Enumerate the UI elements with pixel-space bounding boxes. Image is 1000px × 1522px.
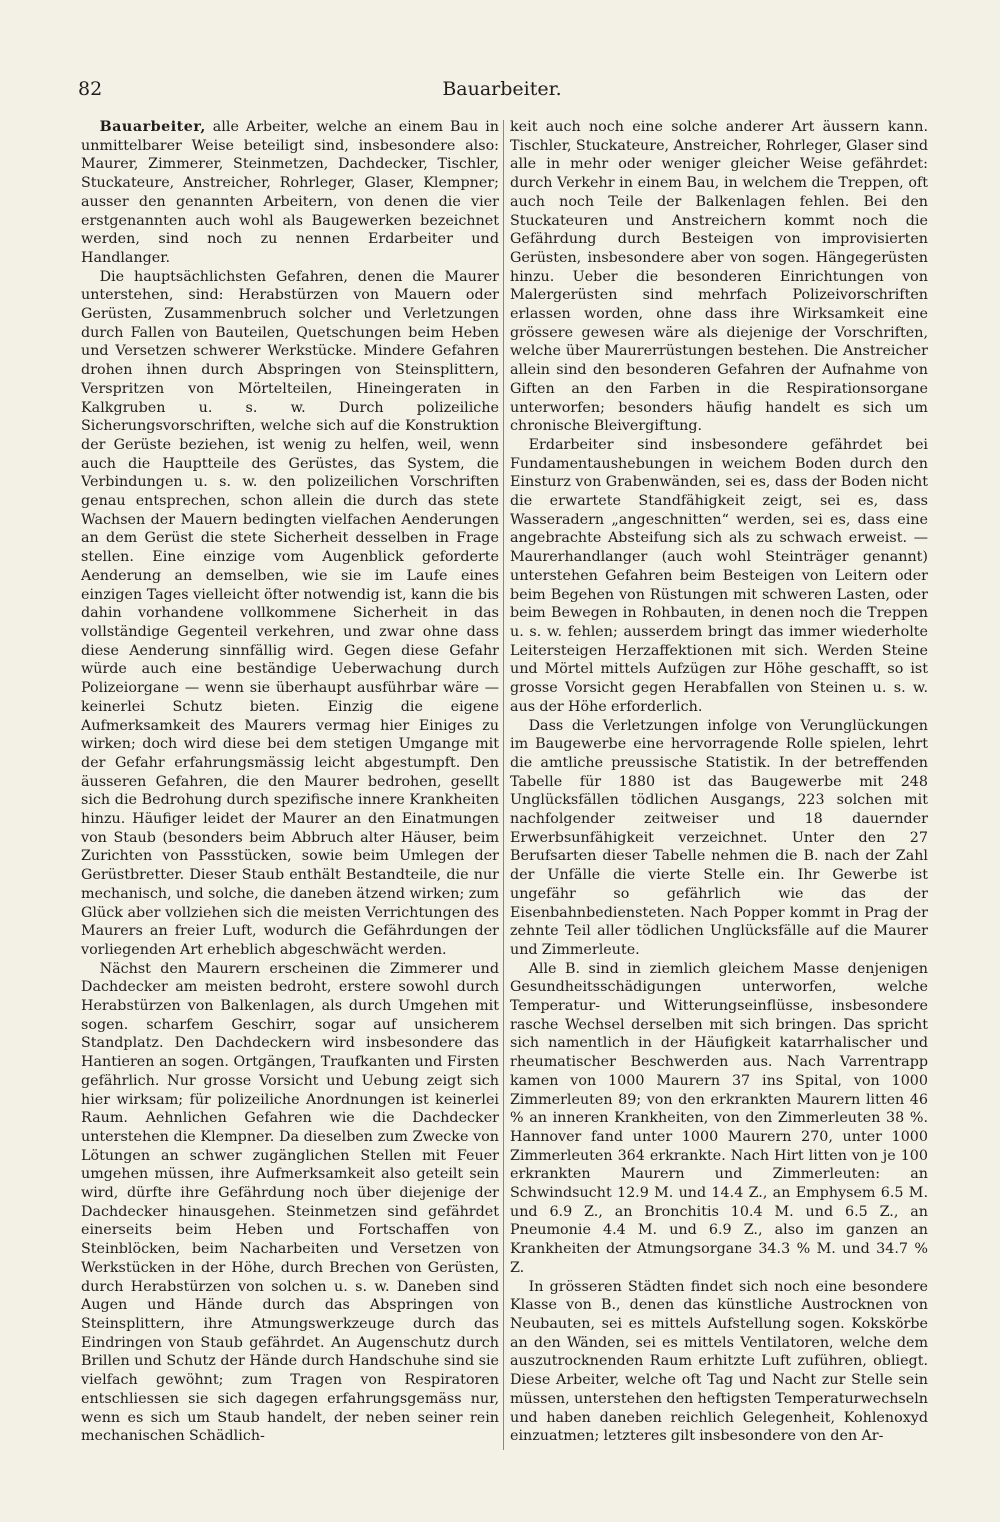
column-divider bbox=[503, 120, 504, 1450]
paragraph: Erdarbeiter sind insbesondere gefährdet bei Fundamentaushebungen in weichem Boden durch den Einsturz von Grabenwänden, sei es, dass der Boden nicht die erwartete Standfähigkeit zeigt, sei es, dass Wasseradern „angeschnitten“ werden, sei es, dass eine angebrachte Absteifung sich als zu schwach erweist. — Maurerhandlanger (auch wohl Steinträger genannt) unterstehen Gefahren beim Besteigen von Leitern oder beim Begehen von Rüstungen mit schweren Lasten, oder beim Bewegen in Rohbauten, in denen noch die Treppen u. s. w. fehlen; ausserdem bringt das immer wiederholte Leitersteigen Herzaffektionen mit sich. Werden Steine und Mörtel mittels Aufzügen zur Höhe geschafft, so ist grosse Vorsicht gegen Herabfallen von Steinen u. s. w. aus der Höhe erforderlich. bbox=[510, 436, 928, 715]
paragraph bbox=[81, 118, 499, 268]
page-number: 82 bbox=[78, 78, 103, 100]
paragraph-text: alle Arbeiter, welche an einem Bau in unmittelbarer Weise beteiligt sind, insbesondere also: Maurer, Zimmerer, Steinmetzen, Dachdecker, Tischler, Stuckateure, Anstreicher, Rohrleger, Glaser, Klempner; ausser den genannten Arbeitern, von denen die vier erstgenannten auch wohl als Baugewerken bezeichnet werden, sind noch zu nennen Erdarbeiter und Handlanger. bbox=[81, 119, 499, 266]
entry-term: Bauarbeiter, bbox=[99, 119, 206, 135]
paragraph: Alle B. sind in ziemlich gleichem Masse denjenigen Gesundheitsschädigungen unterworfen, welche Temperatur- und Witterungseinflüsse, insbesondere rasche Wechsel derselben mit sich bringen. Das spricht sich namentlich in der Häufigkeit katarrhalischer und rheumatischer Beschwerden aus. Nach Varrentrapp kamen von 1000 Maurern 37 ins Spital, von 1000 Zimmerleuten 89; von den erkrankten Maurern litten 46 % an inneren Krankheiten, von den Zimmerleuten 38 %. Hannover fand unter 1000 Maurern 270, unter 1000 Zimmerleuten 364 erkrankte. Nach Hirt litten von je 100 erkrankten Maurern und Zimmerleuten: an Schwindsucht 12.9 M. und 14.4 Z., an Emphysem 6.5 M. und 6.9 Z., an Bronchitis 10.4 M. und 6.5 Z., an Pneumonie 4.4 M. und 6.9 Z., also im ganzen an Krankheiten der Atmungsorgane 34.3 % M. und 34.7 % Z. bbox=[510, 960, 928, 1276]
running-head: Bauarbeiter. bbox=[442, 78, 562, 100]
paragraph: keit auch noch eine solche anderer Art äussern kann. Tischler, Stuckateure, Anstreicher, Rohrleger, Glaser sind alle in mehr oder weniger gleicher Weise gefährdet: durch Verkehr in einem Bau, in welchem die Treppen, oft auch noch Teile der Balkenlagen fehlen. Bei den Stuckateuren und Anstreichern kommt noch die Gefährdung durch Besteigen von improvisierten Gerüsten, insbesondere aber von sogen. Hängegerüsten hinzu. Ueber die besonderen Einrichtungen von Malergerüsten sind mehrfach Polizeivorschriften erlassen worden, ohne dass ihre Wirksamkeit eine grössere gewesen wäre als diejenige der Vorschriften, welche über Maurerrüstungen bestehen. Die Anstreicher allein sind den besonderen Gefahren der Aufnahme von Giften an den Farben in die Respirationsorgane unterworfen; besonders häufig handelt es sich um chronische Bleivergiftung. bbox=[510, 119, 928, 435]
paragraph: Die hauptsächlichsten Gefahren, denen die Maurer unterstehen, sind: Herabstürzen von Mauern oder Gerüsten, Zusammenbruch solcher und Verletzungen durch Fallen von Bauteilen, Quetschungen beim Heben und Versetzen schwerer Werkstücke. Mindere Gefahren drohen ihnen durch Abspringen von Steinsplittern, Verspritzen von Mörtelteilen, Hineingeraten in Kalkgruben u. s. w. Durch polizeiliche Sicherungsvorschriften, welche sich auf die Konstruktion der Gerüste beziehen, ist wenig zu helfen, weil, wenn auch die Hauptteile des Gerüstes, das System, die Verbindungen u. s. w. den polizeilichen Vorschriften genau entsprechen, schon allein die durch das stete Wachsen der Mauern bedingten vielfachen Aenderungen an dem Gerüst die stete Sicherheit desselben in Frage stellen. Eine einzige vom Augenblick geforderte Aenderung an demselben, wie sie im Laufe eines einzigen Tages vielleicht öfter notwendig ist, kann die bis dahin vorhandene vollkommene Sicherheit in das vollständige Gegenteil verkehren, und zwar ohne dass diese Aenderung sinnfällig wird. Gegen diese Gefahr würde auch eine beständige Ueberwachung durch Polizeiorgane — wenn sie überhaupt ausführbar wäre — keinerlei Schutz bieten. Einzig die eigene Aufmerksamkeit des Maurers vermag hier Einiges zu wirken; doch wird diese bei dem stetigen Umgange mit der Gefahr erfahrungsmässig leicht abgestumpft. Den äusseren Gefahren, die den Maurer bedrohen, gesellt sich die Bedrohung durch spezifische innere Krankheiten hinzu. Häufiger leidet der Maurer an den Einatmungen von Staub (besonders beim Abbruch alter Häuser, beim Zurichten von Passstücken, sowie beim Umlegen der Gerüstbretter. Dieser Staub enthält Bestandteile, die nur mechanisch, und solche, die daneben ätzend wirken; zum Glück aber vollziehen sich die meisten Verrichtungen des Maurers an freier Luft, wodurch die Gefährdungen der vorliegenden Art erheblich abgeschwächt werden. bbox=[81, 268, 499, 958]
paragraph: Dass die Verletzungen infolge von Verunglückungen im Baugewerbe eine hervorragende Rolle spielen, lehrt die amtliche preussische Statistik. In der betreffenden Tabelle für 1880 ist das Baugewerbe mit 248 Unglücksfällen tödlichen Ausgangs, 223 solchen mit nachfolgender zeitweiser und 18 dauernder Erwerbsunfähigkeit verzeichnet. Unter den 27 Berufsarten dieser Tabelle nehmen die B. nach der Zahl der Unfälle die vierte Stelle ein. Ihr Gewerbe ist ungefähr so gefährlich wie das der Eisenbahnbediensteten. Nach Popper kommt in Prag der zehnte Teil aller tödlichen Unglücksfälle auf die Maurer und Zimmerleute. bbox=[510, 717, 928, 958]
page-header bbox=[78, 78, 926, 104]
right-column bbox=[510, 118, 928, 1446]
paragraph: Nächst den Maurern erscheinen die Zimmerer und Dachdecker am meisten bedroht, erstere sowohl durch Herabstürzen von Balkenlagen, als durch Umgehen mit sogen. scharfem Geschirr, sogar auf unsicherem Standplatz. Den Dachdeckern wird insbesondere das Hantieren an sogen. Ortgängen, Traufkanten und Firsten gefährlich. Nur grosse Vorsicht und Uebung zeigt sich hier wirksam; für polizeiliche Anordnungen ist keinerlei Raum. Aehnlichen Gefahren wie die Dachdecker unterstehen die Klempner. Da dieselben zum Zwecke von Lötungen an schwer zugänglichen Stellen mit Feuer umgehen müssen, ihre Aufmerksamkeit also geteilt sein wird, dürfte ihre Gefährdung noch über diejenige der Dachdecker hinausgehen. Steinmetzen sind gefährdet einerseits beim Heben und Fortschaffen von Steinblöcken, beim Nacharbeiten und Versetzen von Werkstücken in der Höhe, durch Brechen von Gerüsten, durch Herabstürzen von solchen u. s. w. Daneben sind Augen und Hände durch das Abspringen von Steinsplittern, ihre Atmungswerkzeuge durch das Eindringen von Staub gefährdet. An Augenschutz durch Brillen und Schutz der Hände durch Handschuhe sind sie vielfach gewöhnt; zum Tragen von Respiratoren entschliessen sie sich dagegen erfahrungsgemäss nur, wenn es sich um Staub handelt, der neben seiner rein mechanischen Schädlich- bbox=[81, 960, 499, 1445]
left-column bbox=[81, 118, 499, 1446]
paragraph: In grösseren Städten findet sich noch eine besondere Klasse von B., denen das künstliche Austrocknen von Neubauten, sei es mittels Aufstellung sogen. Kokskörbe an den Wänden, sei es mittels Ventilatoren, welche dem auszutrocknenden Raum erhitzte Luft zuführen, obliegt. Diese Arbeiter, welche oft Tag und Nacht zur Stelle sein müssen, unterstehen den heftigsten Temperaturwechseln und haben daneben reichlich Gelegenheit, Kohlenoxyd einzuatmen; letzteres gilt insbesondere von den Ar- bbox=[510, 1278, 928, 1445]
